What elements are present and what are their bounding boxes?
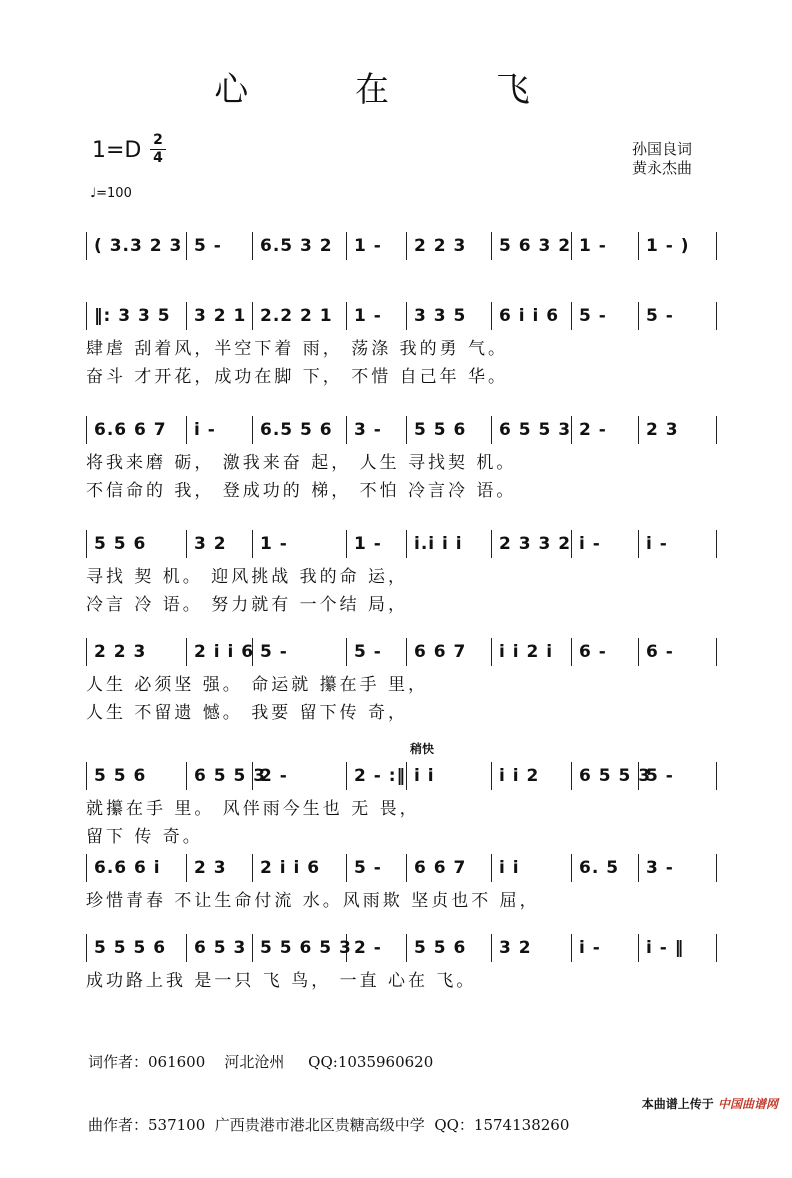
barline — [252, 854, 253, 882]
lyric-line — [86, 696, 716, 724]
song-title: 心 在 飞 — [214, 70, 578, 110]
footer-line-2: 曲作者：537100 广西贵港市港北区贵糖高级中学 QQ：1574138260 — [88, 1116, 570, 1134]
barline — [186, 638, 187, 666]
barline — [86, 934, 87, 962]
footer-line-1: 词作者：061600 河北沧州 QQ:1035960620 — [88, 1053, 434, 1071]
barline — [346, 854, 347, 882]
measure: 6.5 5 6 — [260, 420, 333, 440]
lyric-text: 将我来磨 砺， 激我来奋 起， 人生 寻找契 机。 — [86, 453, 517, 473]
lyric-text: 冷言 冷 语。 努力就有 一个结 局， — [86, 595, 409, 615]
measure: i - — [646, 534, 668, 554]
barline — [716, 854, 717, 882]
measure: 5 - — [646, 766, 674, 786]
measure: 1 - — [579, 236, 607, 256]
system-7 — [86, 850, 716, 912]
lyric-line — [86, 360, 716, 388]
barline — [186, 530, 187, 558]
measure: 3 3 5 — [414, 306, 467, 326]
measure: 5 - — [354, 858, 382, 878]
measure: 3 2 — [194, 534, 227, 554]
barline — [491, 762, 492, 790]
barline — [406, 232, 407, 260]
measure: 3 2 — [499, 938, 532, 958]
measure: 3 2 1 — [194, 306, 247, 326]
meter-top: 2 — [153, 132, 163, 148]
barline — [716, 530, 717, 558]
barline — [406, 854, 407, 882]
measure: 5 5 6 — [94, 766, 147, 786]
measure: 2 i i 6 — [260, 858, 321, 878]
measure: 2 i i 6 — [194, 642, 255, 662]
measure: 5 5 5 6 — [94, 938, 167, 958]
measure: 2 3 — [646, 420, 679, 440]
credits — [632, 140, 692, 178]
barline — [186, 232, 187, 260]
notation-row — [86, 930, 716, 964]
barline — [346, 762, 347, 790]
time-signature — [150, 133, 166, 166]
barline — [491, 416, 492, 444]
measure: 2 - — [579, 420, 607, 440]
lyric-line — [86, 792, 716, 820]
measure: 6 - — [579, 642, 607, 662]
measure: 2 - — [260, 766, 288, 786]
lyric-line — [86, 474, 716, 502]
barline — [406, 302, 407, 330]
barline — [638, 302, 639, 330]
measure: 5 - — [194, 236, 222, 256]
barline — [406, 638, 407, 666]
lyric-text: 肆虐 刮着风，半空下着 雨， 荡涤 我的勇 气。 — [86, 339, 509, 359]
barline — [716, 302, 717, 330]
lyric-line — [86, 884, 716, 912]
barline — [186, 854, 187, 882]
measure: 5 5 6 — [414, 420, 467, 440]
barline — [638, 934, 639, 962]
measure: i i — [499, 858, 520, 878]
barline — [571, 232, 572, 260]
lyric-text: 珍惜青春 不让生命付流 水。风雨欺 坚贞也不 屈， — [86, 891, 540, 911]
measure: 5 - — [354, 642, 382, 662]
barline — [491, 302, 492, 330]
measure: 5 5 6 — [414, 938, 467, 958]
measure: 2 2 3 — [414, 236, 467, 256]
lyric-text: 留下 传 奇。 — [86, 827, 203, 847]
lyricist-credit: 孙国良词 — [632, 140, 693, 158]
barline — [252, 302, 253, 330]
measure: 1 - — [354, 236, 382, 256]
measure: i - — [194, 420, 216, 440]
system-3 — [86, 412, 716, 502]
barline — [86, 232, 87, 260]
barline — [716, 416, 717, 444]
site-logo[interactable]: 中国曲谱网 — [717, 1097, 778, 1111]
measure: 5 - — [260, 642, 288, 662]
notation-row — [86, 850, 716, 884]
measure: ‖: 3 3 5 — [94, 306, 171, 326]
measure: 2 - :‖ — [354, 766, 407, 786]
barline — [638, 232, 639, 260]
barline — [406, 530, 407, 558]
tempo-marking: ♩=100 — [90, 186, 132, 201]
notation-row — [86, 412, 716, 446]
notation-row — [86, 298, 716, 332]
system-2 — [86, 298, 716, 388]
barline — [86, 302, 87, 330]
lyric-text: 寻找 契 机。 迎风挑战 我的命 运， — [86, 567, 409, 587]
measure: 5 5 6 5 3 — [260, 938, 352, 958]
measure: i - ‖ — [646, 938, 685, 958]
barline — [491, 232, 492, 260]
measure: i - — [579, 938, 601, 958]
measure: 6 6 7 — [414, 642, 467, 662]
barline — [186, 302, 187, 330]
barline — [346, 416, 347, 444]
measure: 5 - — [579, 306, 607, 326]
barline — [571, 302, 572, 330]
measure: 6 6 7 — [414, 858, 467, 878]
lyric-line — [86, 588, 716, 616]
barline — [716, 232, 717, 260]
measure: i i — [414, 766, 435, 786]
barline — [491, 638, 492, 666]
notation-row — [86, 526, 716, 560]
measure: i i 2 — [499, 766, 540, 786]
barline — [571, 638, 572, 666]
tempo-change-mark: 稍快 — [410, 742, 435, 756]
barline — [86, 854, 87, 882]
system-4 — [86, 526, 716, 616]
meter-bottom: 4 — [153, 150, 163, 166]
upload-notice — [642, 1095, 778, 1112]
barline — [252, 232, 253, 260]
footer-credits — [88, 1010, 569, 1178]
barline — [346, 302, 347, 330]
lyric-line — [86, 820, 716, 848]
measure: 6.6 6 7 — [94, 420, 167, 440]
lyric-line — [86, 668, 716, 696]
measure: 1 - — [354, 306, 382, 326]
barline — [346, 530, 347, 558]
barline — [406, 762, 407, 790]
system-5 — [86, 634, 716, 724]
barline — [406, 934, 407, 962]
measure: 6. 5 — [579, 858, 620, 878]
barline — [186, 934, 187, 962]
barline — [252, 416, 253, 444]
barline — [571, 934, 572, 962]
measure: 2 3 3 2 — [499, 534, 572, 554]
system-1 — [86, 228, 716, 262]
measure: 2 3 — [194, 858, 227, 878]
measure: 6 - — [646, 642, 674, 662]
system-6 — [86, 742, 716, 848]
barline — [571, 762, 572, 790]
measure: 6.5 3 2 — [260, 236, 333, 256]
measure: 2 2 3 — [94, 642, 147, 662]
barline — [86, 638, 87, 666]
lyric-text: 奋斗 才开花，成功在脚 下， 不惜 自己年 华。 — [86, 367, 509, 387]
barline — [86, 416, 87, 444]
barline — [571, 854, 572, 882]
barline — [638, 854, 639, 882]
measure: 5 6 3 2 — [499, 236, 572, 256]
barline — [571, 416, 572, 444]
measure: 6 5 5 3 — [579, 766, 652, 786]
measure: 3 - — [354, 420, 382, 440]
barline — [252, 530, 253, 558]
measure: 1 - — [354, 534, 382, 554]
measure: 5 - — [646, 306, 674, 326]
measure: 6 5 5 3 — [194, 766, 267, 786]
lyric-line — [86, 560, 716, 588]
measure: 5 5 6 — [94, 534, 147, 554]
barline — [716, 638, 717, 666]
lyric-line — [86, 332, 716, 360]
key-signature: 1=D — [92, 138, 142, 163]
barline — [716, 762, 717, 790]
barline — [571, 530, 572, 558]
barline — [638, 530, 639, 558]
system-8 — [86, 930, 716, 992]
measure: 6 i i 6 — [499, 306, 560, 326]
barline — [638, 638, 639, 666]
measure: i - — [579, 534, 601, 554]
composer-credit: 黄永杰曲 — [632, 159, 693, 177]
notation-row — [86, 228, 716, 262]
notation-row — [86, 634, 716, 668]
lyric-line — [86, 964, 716, 992]
barline — [86, 762, 87, 790]
barline — [491, 854, 492, 882]
lyric-text: 人生 必须坚 强。 命运就 攥在手 里， — [86, 675, 429, 695]
barline — [252, 934, 253, 962]
measure: 6 5 5 3 — [499, 420, 572, 440]
barline — [491, 934, 492, 962]
barline — [186, 762, 187, 790]
barline — [86, 530, 87, 558]
barline — [491, 530, 492, 558]
barline — [638, 416, 639, 444]
barline — [346, 638, 347, 666]
measure: 6.6 6 i — [94, 858, 161, 878]
measure: 3 - — [646, 858, 674, 878]
lyric-text: 人生 不留遗 憾。 我要 留下传 奇， — [86, 703, 409, 723]
measure: i i 2 i — [499, 642, 554, 662]
measure: ( 3.3 2 3 — [94, 236, 183, 256]
lyric-text: 不信命的 我， 登成功的 梯， 不怕 冷言冷 语。 — [86, 481, 517, 501]
notation-row — [86, 742, 716, 792]
lyric-line — [86, 446, 716, 474]
upload-text: 本曲谱上传于 — [641, 1097, 714, 1111]
measure: 1 - — [260, 534, 288, 554]
measure: i.i i i — [414, 534, 463, 554]
barline — [406, 416, 407, 444]
measure: 6 5 3 — [194, 938, 247, 958]
lyric-text: 就攥在手 里。 风伴雨今生也 无 畏， — [86, 799, 420, 819]
measure: 2 - — [354, 938, 382, 958]
measure: 1 - ) — [646, 236, 690, 256]
barline — [346, 232, 347, 260]
lyric-text: 成功路上我 是一只 飞 鸟， 一直 心在 飞。 — [86, 971, 477, 991]
barline — [716, 934, 717, 962]
measure: 2.2 2 1 — [260, 306, 333, 326]
barline — [186, 416, 187, 444]
